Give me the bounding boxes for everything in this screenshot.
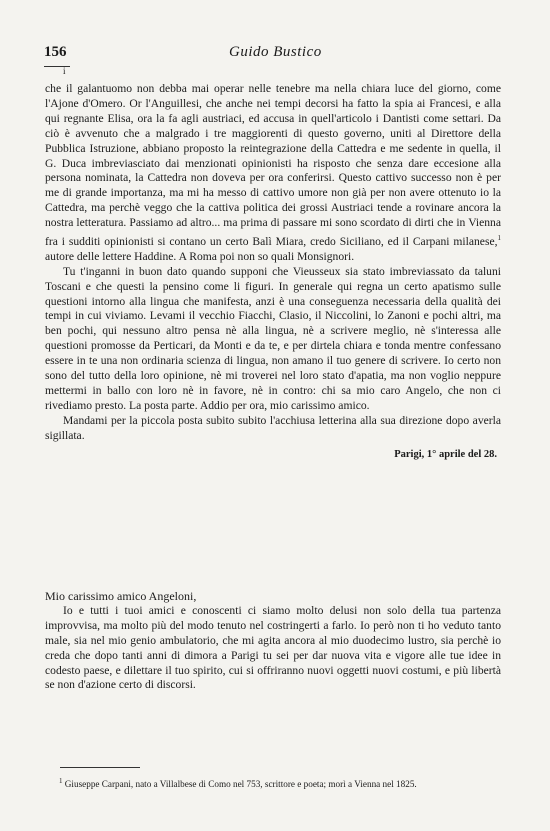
letter-two [45,589,501,693]
footnote-marker: 1 [59,777,63,785]
letter-two-paragraph-1: Io e tutti i tuoi amici e conoscenti ci siamo molto delusi non solo della tua partenza improvvisa, ma molto più del modo tenuto nel costringerti a farlo. Io però non ti ho veduto tanto male, sia nel mio genio ambulatorio, che mi agita ancora al mio duodecimo lustro, sia perchè io creda che dopo tanti anni di dimora a Parigi tu sei per dar nuova vita e vigore alle tue idee in codesto paese, e dilettare il tuo spirito, cui si offriranno nuovi oggetti nuovi costumi, e più libertà se non d'azione certo di discorsi. [45,603,501,692]
footnote-ref: 1 [497,234,501,243]
running-head: Guido Bustico [229,44,322,60]
letter-one-paragraph-1: che il galantuomo non debba mai operar nelle tenebre ma nella chiara luce del giorno, come l'Ajone d'Omero. Or l'Anguillesi, che anche nei tempi decorsi ha fatto la spia ai Francesi, e alla qui regnante Elisa, ora la fa agli austriaci, ed accusa in quell'articolo i Dantisti come settari. Da ciò è avvenuto che a malgrado i tre maggiorenti di questo governo, uniti al Direttore della Pubblica Istruzione, abbiano proposto la reintegrazione della Cattedra e me sedente in quella, il G. Duca imbreviasciato dai menzionati opinionisti ha risposto che senza dare eccesione alla persona nominata, la Cattedra non doveva per ora conferirsi. Questo cattivo successo non è per me di grande importanza, ma mi ha messo di cattivo umore non già per non avere ottenuto io la Cattedra, ma perchè veggo che la cattiva politica dei grossi Austriaci tende a rovinare ancora la nostra letteratura. Passiamo ad altro... ma prima di passare mi sono scordato di dirti che in Vienna fra i sudditi opinionisti si contano un certo Balì Miara, credo Siciliano, ed il Carpani milanese,$^1$ autore delle lettere Haddine. A Roma poi non so quali Monsignori. [45,82,501,263]
letter-two-salutation: Mio carissimo amico Angeloni, [45,589,197,603]
letter-one-paragraph-3: Mandami per la piccola posta subito subito l'acchiusa letterina alla sua direzione dopo averla sigillata. [45,413,501,442]
page-number: 156 [44,44,67,60]
header-mark: i [63,66,66,76]
header-rule [44,66,70,67]
page-header [44,44,499,66]
letter-one-paragraph-2: Tu t'inganni in buon dato quando supponi che Vieusseux sia stato imbreviassato da taluni Toscani e che questi la pensino come li figuri. In generale qui regna un certo apatismo sulle questioni intorno alla lingua che manifesta, anzi è una conseguenza necessaria della qualità dei tempi in cui viviamo. Levami il vecchio Fiacchi, Clasio, il Niccolini, lo Zanoni e pochi altri, ma ben pochi, qui nessuno altro pensa nè alla lingua, nè a scrivere meglio, nè s'interessa alle questioni promosse da Perticari, da Monti e da te, e per dirtela chiara e tonda mentre confessano essere in te una non ordinaria scienza di lingua, non amano il tuo genere di scrivere. Io certo non sono del tutto della loro opinione, nè mi troverei nel loro stato d'apatia, ma non voglio neppure mettermi in ballo con loro nè in favore, nè in contro: chi sa mio caro Angelo, che non ci rivediamo presto. La posta parte. Addio per ora, mio carissimo amico. [45,264,501,412]
footnote: $^1$ Giuseppe Carpani, nato a Villalbese di Como nel 753, scrittore e poeta; morì a Vienna nel 1825. [59,777,417,790]
footnote-rule [60,767,140,768]
letter-one-signoff: Parigi, 1° aprile del 28. [394,448,497,460]
letter-one [45,82,501,463]
